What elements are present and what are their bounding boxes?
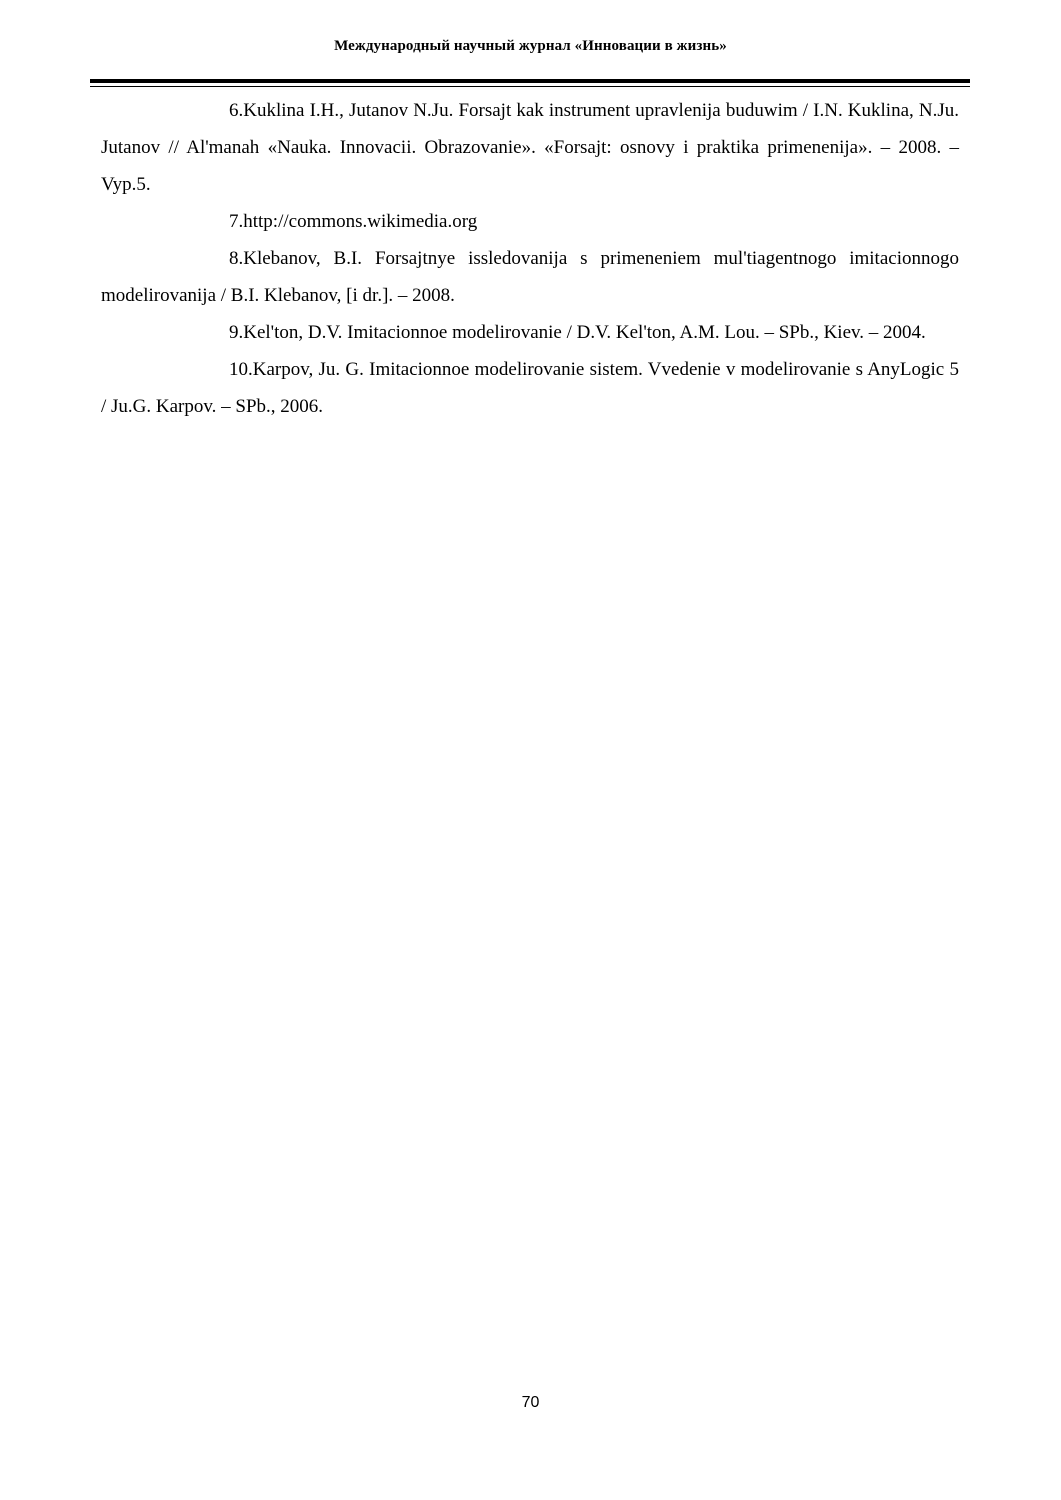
- header-divider-thin: [90, 86, 970, 87]
- page-number: 70: [521, 1394, 540, 1411]
- reference-number: 10.: [229, 359, 253, 380]
- reference-text: Karpov, Ju. G. Imitacionnoe modelirovanie sistem. Vvedenie v modelirovanie s AnyLogic 5 / Ju.G. Karpov. – SPb., 2006.: [101, 359, 959, 417]
- reference-link[interactable]: http://commons.wikimedia.org: [243, 211, 478, 232]
- journal-header: Международный научный журнал «Инновации в жизнь»: [334, 38, 727, 54]
- reference-number: 7.: [229, 211, 244, 232]
- reference-number: 8.: [229, 248, 244, 269]
- reference-text: Klebanov, B.I. Forsajtnye issledovanija s primeneniem mul'tiagentnogo imitacionnogo modelirovanija / B.I. Klebanov, [i dr.]. – 2008.: [101, 248, 959, 306]
- reference-item-9: [101, 314, 959, 351]
- reference-text: Kel'ton, D.V. Imitacionnoe modelirovanie / D.V. Kel'ton, A.M. Lou. – SPb., Kiev. – 2004.: [243, 322, 926, 343]
- header-divider-thick: [90, 79, 970, 83]
- reference-item-10: [101, 351, 959, 425]
- reference-item-8: [101, 240, 959, 314]
- reference-number: 9.: [229, 322, 244, 343]
- reference-number: 6.: [229, 100, 244, 121]
- reference-item-7: [101, 203, 959, 240]
- reference-text: Kuklina I.H., Jutanov N.Ju. Forsajt kak instrument upravlenija buduwim / I.N. Kuklina, N.Ju. Jutanov // Al'manah «Nauka. Innovacii. Obrazovanie». «Forsajt: osnovy i praktika primenenija». – 2008. – Vyp.5.: [101, 100, 959, 195]
- reference-item-6: [101, 92, 959, 203]
- reference-list: [101, 92, 959, 425]
